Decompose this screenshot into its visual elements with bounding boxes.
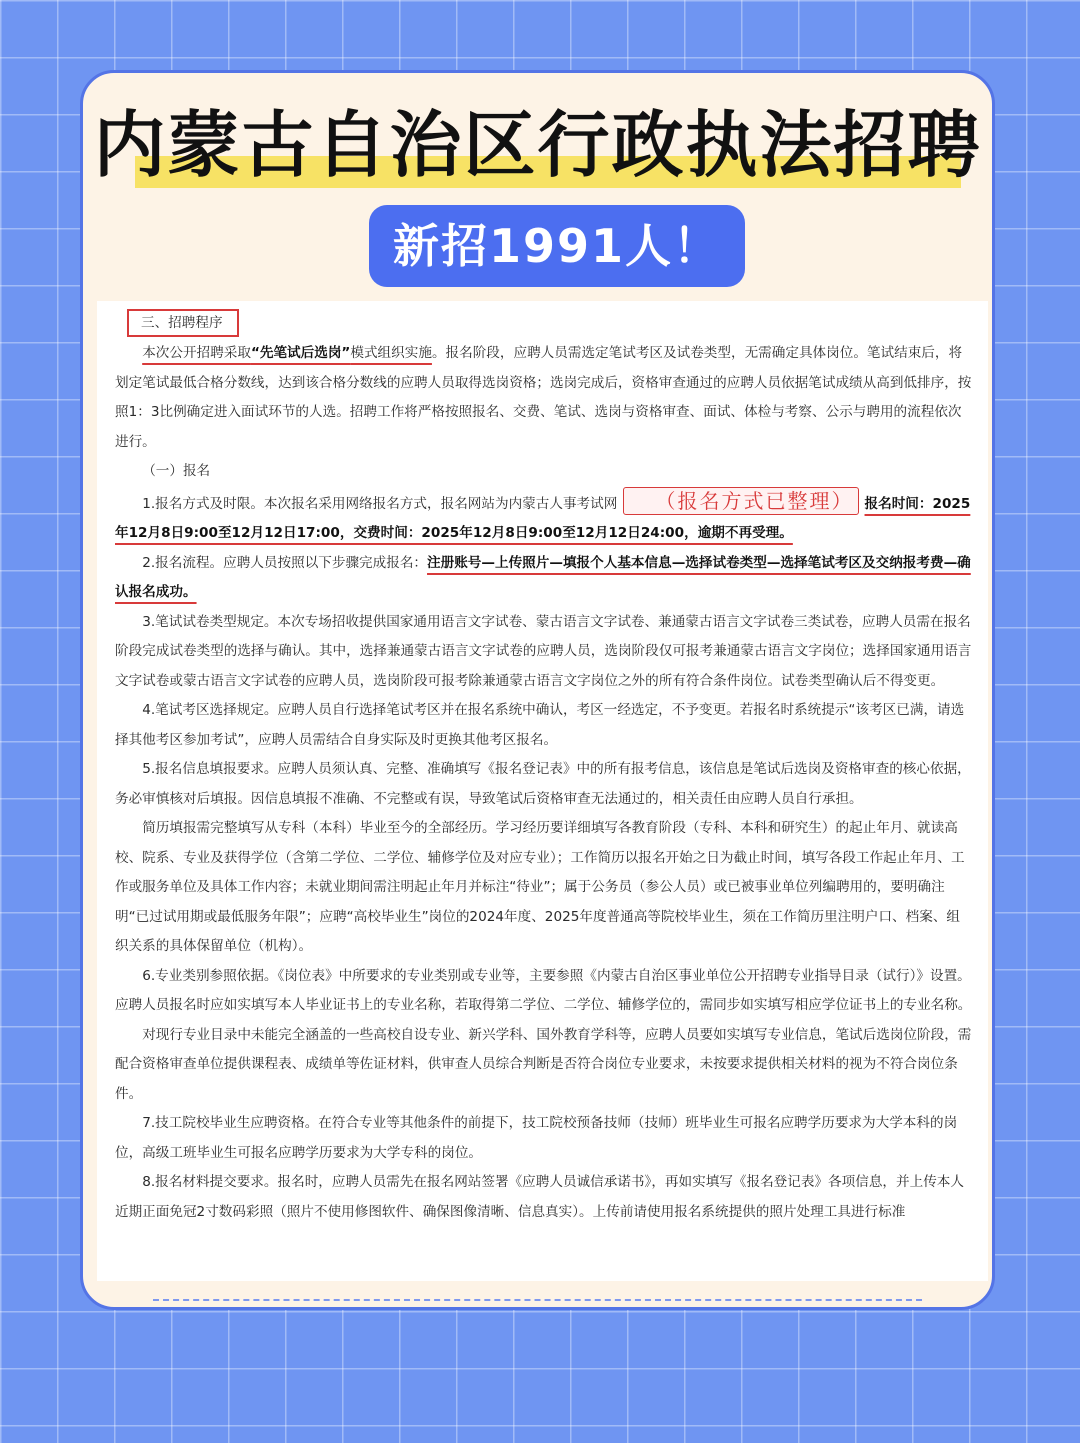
poster-card xyxy=(80,70,995,1310)
subheading-registration: （一）报名 xyxy=(142,463,211,479)
dashed-divider xyxy=(153,1299,922,1301)
paragraph-major-reference: 6.专业类别参照依据。《岗位表》中所要求的专业类别或专业等，主要参照《内蒙古自治区事业单位公开招聘专业指导目录（试行）》设置。应聘人员报名时应如实填写本人毕业证书上的专业名称，若取得第二学位、二学位、辅修学位的，需同步如实填写相应学位证书上的专业名称。 xyxy=(115,967,972,1013)
document-excerpt xyxy=(97,301,988,1281)
highlight-badge: （报名方式已整理） xyxy=(623,487,858,515)
paragraph-intro: 本次公开招聘采取“先笔试后选岗”模式组织实施。报名阶段，应聘人员需选定笔试考区及试卷类型，无需确定具体岗位。笔试结束后，将划定笔试最低合格分数线，达到该合格分数线的应聘人员取得选岗资格；选岗完成后，资格审查通过的应聘人员依据笔试成绩从高到低排序，按照1：3比例确定进入面试环节的人选。招聘工作将严格按照报名、交费、笔试、选岗与资格审查、面试、体检与考察、公示与聘用的流程依次进行。 xyxy=(115,345,972,450)
paragraph-resume: 简历填报需完整填写从专科（本科）毕业至今的全部经历。学习经历要详细填写各教育阶段（专科、本科和研究生）的起止年月、就读高校、院系、专业及获得学位（含第二学位、二学位、辅修学位及对应专业）；工作简历以报名开始之日为截止时间，填写各段工作起止年月、工作或服务单位及具体工作内容；未就业期间需注明起止年月并标注“待业”；属于公务员（参公人员）或已被事业单位列编聘用的，要明确注明“已过试用期或最低服务年限”；应聘“高校毕业生”岗位的2024年度、2025年度普通高等院校毕业生，须在工作简历里注明户口、档案、组织关系的具体保留单位（机构）。 xyxy=(115,820,965,954)
paragraph-special-majors: 对现行专业目录中未能完全涵盖的一些高校自设专业、新兴学科、国外教育学科等，应聘人员要如实填写专业信息，笔试后选岗位阶段，需配合资格审查单位提供课程表、成绩单等佐证材料，供审查人员综合判断是否符合岗位专业要求，未按要求提供相关材料的视为不符合岗位条件。 xyxy=(115,1026,972,1102)
paragraph-registration-time: 1.报名方式及时限。本次报名采用网络报名方式，报名网站为内蒙古人事考试网 （报名方式已整理） 报名时间：2025年12月8日9:00至12月12日17:00，交费时间：2025年12月8日9:00至12月12日24:00，逾期不再受理。 xyxy=(115,488,971,541)
paragraph-exam-area: 4.笔试考区选择规定。应聘人员自行选择笔试考区并在报名系统中确认，考区一经选定，不予变更。若报名时系统提示“该考区已满，请选择其他考区参加考试”，应聘人员需结合自身实际及时更换其他考区报名。 xyxy=(115,702,965,748)
paragraph-technical-schools: 7.技工院校毕业生应聘资格。在符合专业等其他条件的前提下，技工院校预备技师（技师）班毕业生可报名应聘学历要求为大学本科的岗位，高级工班毕业生可报名应聘学历要求为大学专科的岗位。 xyxy=(115,1115,958,1161)
title-area xyxy=(83,98,992,193)
paragraph-paper-type: 3.笔试试卷类型规定。本次专场招收提供国家通用语言文字试卷、蒙古语言文字试卷、兼通蒙古语言文字试卷三类试卷，应聘人员需在报名阶段完成试卷类型的选择与确认。其中，选择兼通蒙古语言文字试卷的应聘人员，选岗阶段仅可报考兼通蒙古语言文字岗位；选择国家通用语言文字试卷或蒙古语言文字试卷的应聘人员，选岗阶段可报考除兼通蒙古语言文字岗位之外的所有符合条件岗位。试卷类型确认后不得变更。 xyxy=(115,613,972,689)
paragraph-registration-flow: 2.报名流程。应聘人员按照以下步骤完成报名：注册账号—上传照片—填报个人基本信息—选择试卷类型—选择笔试考区及交纳报考费—确认报名成功。 xyxy=(115,554,971,600)
section-title: 三、招聘程序 xyxy=(127,309,239,337)
paragraph-info-requirements: 5.报名信息填报要求。应聘人员须认真、完整、准确填写《报名登记表》中的所有报考信息，该信息是笔试后选岗及资格审查的核心依据，务必审慎核对后填报。因信息填报不准确、不完整或有误，导致笔试后资格审查无法通过的，相关责任由应聘人员自行承担。 xyxy=(115,761,971,807)
page-title: 内蒙古自治区行政执法招聘 xyxy=(93,103,982,187)
paragraph-materials: 8.报名材料提交要求。报名时，应聘人员需先在报名网站签署《应聘人员诚信承诺书》，再如实填写《报名登记表》各项信息，并上传本人近期正面免冠2寸数码彩照（照片不使用修图软件、确保图像清晰、信息真实）。上传前请使用报名系统提供的照片处理工具进行标准 xyxy=(115,1174,964,1220)
subtitle-badge: 新招1991人！ xyxy=(369,205,745,287)
